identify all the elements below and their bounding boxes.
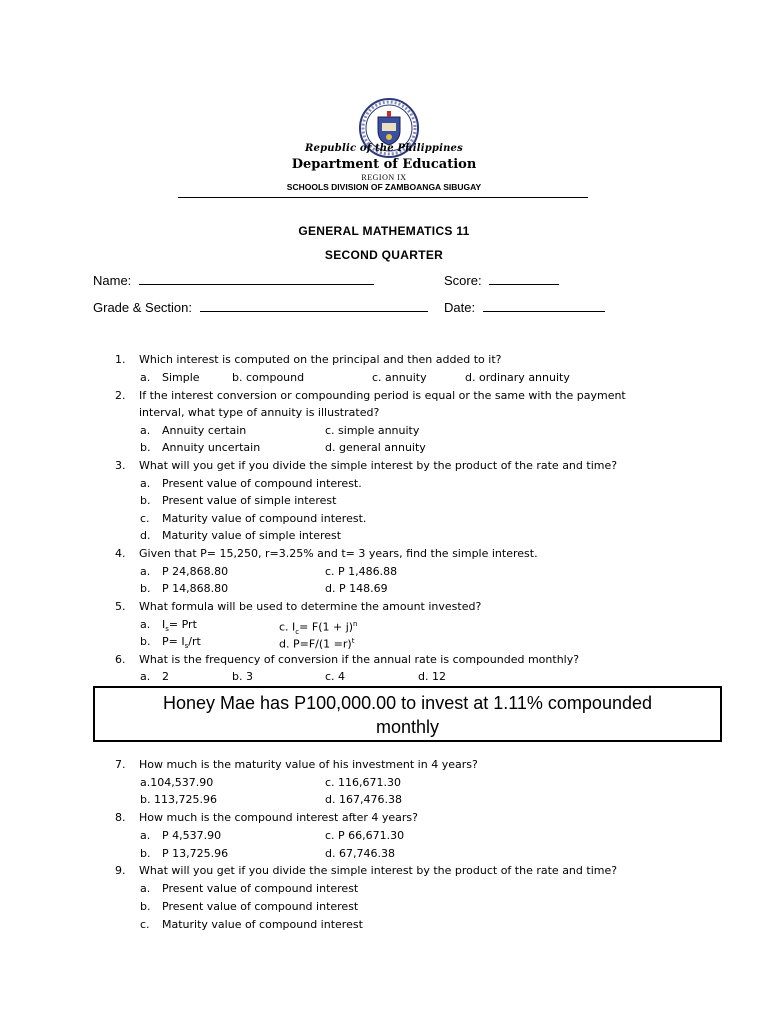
question-text: What is the frequency of conversion if the annual rate is compounded monthly? [139,653,580,666]
grade-section-label: Grade & Section: [93,300,192,315]
date-field[interactable] [444,299,605,315]
score-label: Score: [444,273,482,288]
question-number: 1. [115,353,126,366]
grade-section-field[interactable] [93,299,428,315]
question-text-continued: interval, what type of annuity is illustrated? [139,406,380,419]
name-label: Name: [93,273,132,288]
question-text: What will you get if you divide the simple interest by the product of the rate and time? [139,864,618,877]
question-number: 2. [115,389,126,402]
option[interactable]: P 13,725.96 [162,847,229,860]
department-title: Department of Education [291,157,477,172]
question-text: How much is the compound interest after 4 years? [139,811,418,824]
quarter-title: SECOND QUARTER [324,248,444,262]
question-text: What formula will be used to determine the amount invested? [139,600,482,613]
question-number: 6. [115,653,126,666]
option[interactable]: c. 116,671.30 [325,776,402,789]
option-letter: a. [140,618,151,631]
option[interactable]: Annuity certain [162,424,247,437]
option[interactable]: b. 113,725.96 [140,793,217,806]
option[interactable]: Present value of compound interest. [162,477,362,490]
option[interactable]: d. ordinary annuity [465,371,570,384]
option-letter: b. [140,847,151,860]
option[interactable]: P 4,537.90 [162,829,222,842]
problem-statement-box [93,686,722,742]
question-text: What will you get if you divide the simple interest by the product of the rate and time? [139,459,618,472]
score-field[interactable] [444,272,559,288]
option-letter: a. [140,477,151,490]
option-letter: a. [140,670,151,683]
option[interactable]: c. 4 [325,670,346,683]
option-letter: a. [140,882,151,895]
option[interactable]: d. 67,746.38 [325,847,395,860]
question-text: Given that P= 15,250, r=3.25% and t= 3 years, find the simple interest. [139,547,538,560]
option-letter: a. [140,371,151,384]
date-label: Date: [444,300,476,315]
option[interactable]: P 24,868.80 [162,565,229,578]
option[interactable]: a.104,537.90 [140,776,214,789]
grade-section-blank[interactable] [200,299,428,312]
question-number: 5. [115,600,126,613]
option[interactable]: $P= I_s/rt$ [162,635,201,651]
option[interactable]: Maturity value of simple interest [162,529,342,542]
option[interactable]: $I_s=$ Prt [162,618,197,634]
question-number: 7. [115,758,126,771]
problem-line-2: monthly [375,717,440,737]
region-label: REGION IX [361,173,407,182]
question-number: 3. [115,459,126,472]
option-letter: a. [140,829,151,842]
option[interactable]: b. compound [232,371,305,384]
option-letter: c. [140,512,150,525]
option-letter: b. [140,582,151,595]
option[interactable]: Annuity uncertain [162,441,261,454]
date-blank[interactable] [483,299,605,312]
option[interactable]: c. P 1,486.88 [325,565,398,578]
option[interactable]: c. $I_c= F(1 + j)^n$ [279,620,358,636]
option[interactable]: Present value of compound interest [162,900,359,913]
option[interactable]: Maturity value of compound interest [162,918,363,931]
question-text: If the interest conversion or compounding period is equal or the same with the payment [139,389,626,402]
option-letter: a. [140,424,151,437]
option[interactable]: Maturity value of compound interest. [162,512,367,525]
option[interactable]: d. P=F/(1 =r)$^t$ [279,637,355,651]
question-text: Which interest is computed on the principal and then added to it? [139,353,502,366]
option-letter: a. [140,565,151,578]
option-letter: b. [140,441,151,454]
option[interactable]: d. 167,476.38 [325,793,402,806]
option[interactable]: d. 12 [418,670,446,683]
subject-title: GENERAL MATHEMATICS 11 [298,224,470,238]
republic-label: Republic of the Philippines [305,143,463,154]
option[interactable]: c. simple annuity [325,424,420,437]
option[interactable]: P 14,868.80 [162,582,229,595]
option-letter: c. [140,918,150,931]
question-number: 8. [115,811,126,824]
option[interactable]: c. P 66,671.30 [325,829,405,842]
score-blank[interactable] [489,272,559,285]
option[interactable]: 2 [162,670,169,683]
option[interactable]: b. 3 [232,670,253,683]
option[interactable]: c. annuity [372,371,427,384]
option-letter: d. [140,529,151,542]
question-text: How much is the maturity value of his investment in 4 years? [139,758,478,771]
problem-line-1: Honey Mae has P100,000.00 to invest at 1.11% compounded [163,693,652,713]
question-number: 9. [115,864,126,877]
option[interactable]: d. P 148.69 [325,582,388,595]
option-letter: b. [140,635,151,648]
header-divider [178,197,588,198]
option[interactable]: Simple [162,371,200,384]
option[interactable]: d. general annuity [325,441,426,454]
division-label: SCHOOLS DIVISION OF ZAMBOANGA SIBUGAY [286,182,482,192]
name-field[interactable] [93,272,374,288]
option[interactable]: Present value of simple interest [162,494,337,507]
option-letter: b. [140,494,151,507]
option-letter: b. [140,900,151,913]
name-blank[interactable] [139,272,374,285]
option[interactable]: Present value of compound interest [162,882,359,895]
question-number: 4. [115,547,126,560]
